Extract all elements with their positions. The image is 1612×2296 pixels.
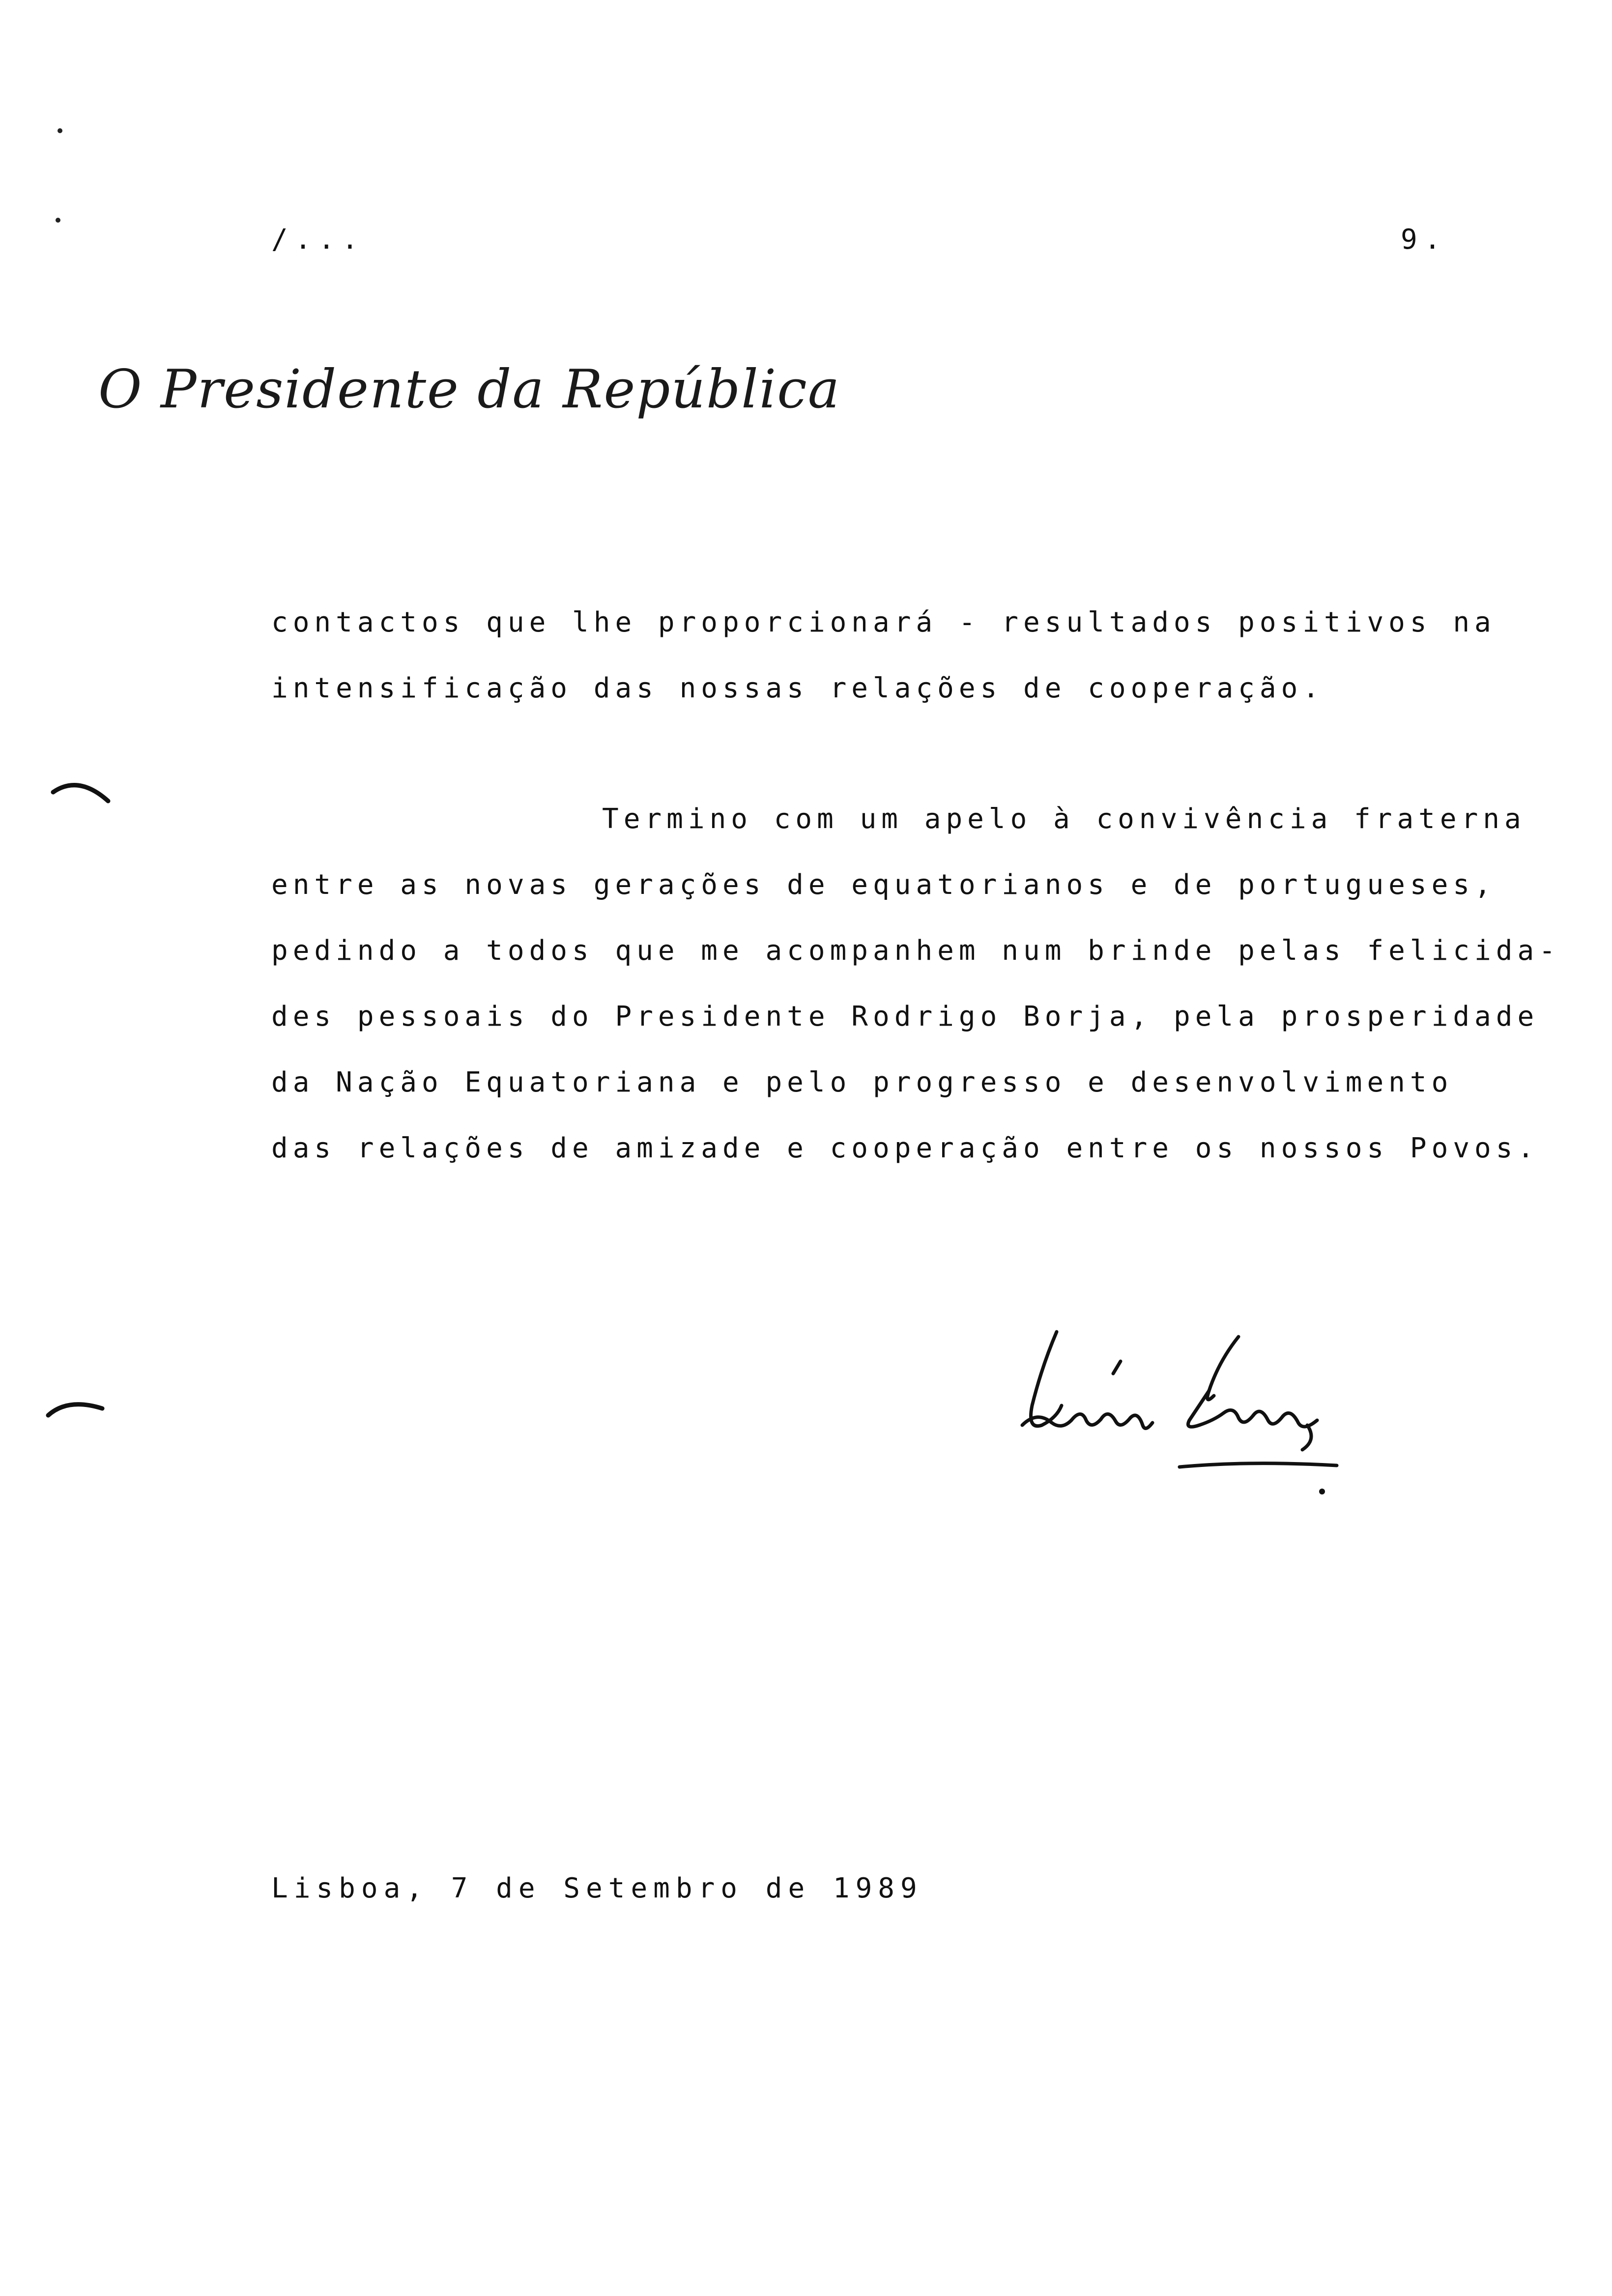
body-line: pedindo a todos que me acompanhem num brinde pelas felicida- — [271, 935, 1560, 967]
page-number: 9. — [1401, 224, 1448, 256]
body-line: Termino com um apelo à convivência fraterna — [602, 803, 1526, 835]
body-line: da Nação Equatoriana e pelo progresso e desenvolvimento — [271, 1066, 1453, 1098]
place-and-date: Lisboa, 7 de Setembro de 1989 — [271, 1872, 923, 1904]
continuation-marker: /... — [271, 224, 365, 256]
staple-mark-lower — [43, 1396, 112, 1440]
body-line: das relações de amizade e cooperação entre os nossos Povos. — [271, 1132, 1539, 1164]
handwritten-signature — [1003, 1307, 1347, 1504]
body-line: entre as novas gerações de equatorianos e de portugueses, — [271, 869, 1496, 901]
body-line: des pessoais do Presidente Rodrigo Borja, pela prosperidade — [271, 1001, 1539, 1033]
margin-dot-second — [53, 215, 63, 225]
letterhead-title: O Presidente da República — [98, 359, 841, 420]
margin-dot-top — [55, 126, 65, 136]
body-line: contactos que lhe proporcionará - resultados positivos na — [271, 606, 1496, 638]
staple-mark-upper — [49, 776, 118, 821]
body-line: intensificação das nossas relações de cooperação. — [271, 672, 1324, 704]
